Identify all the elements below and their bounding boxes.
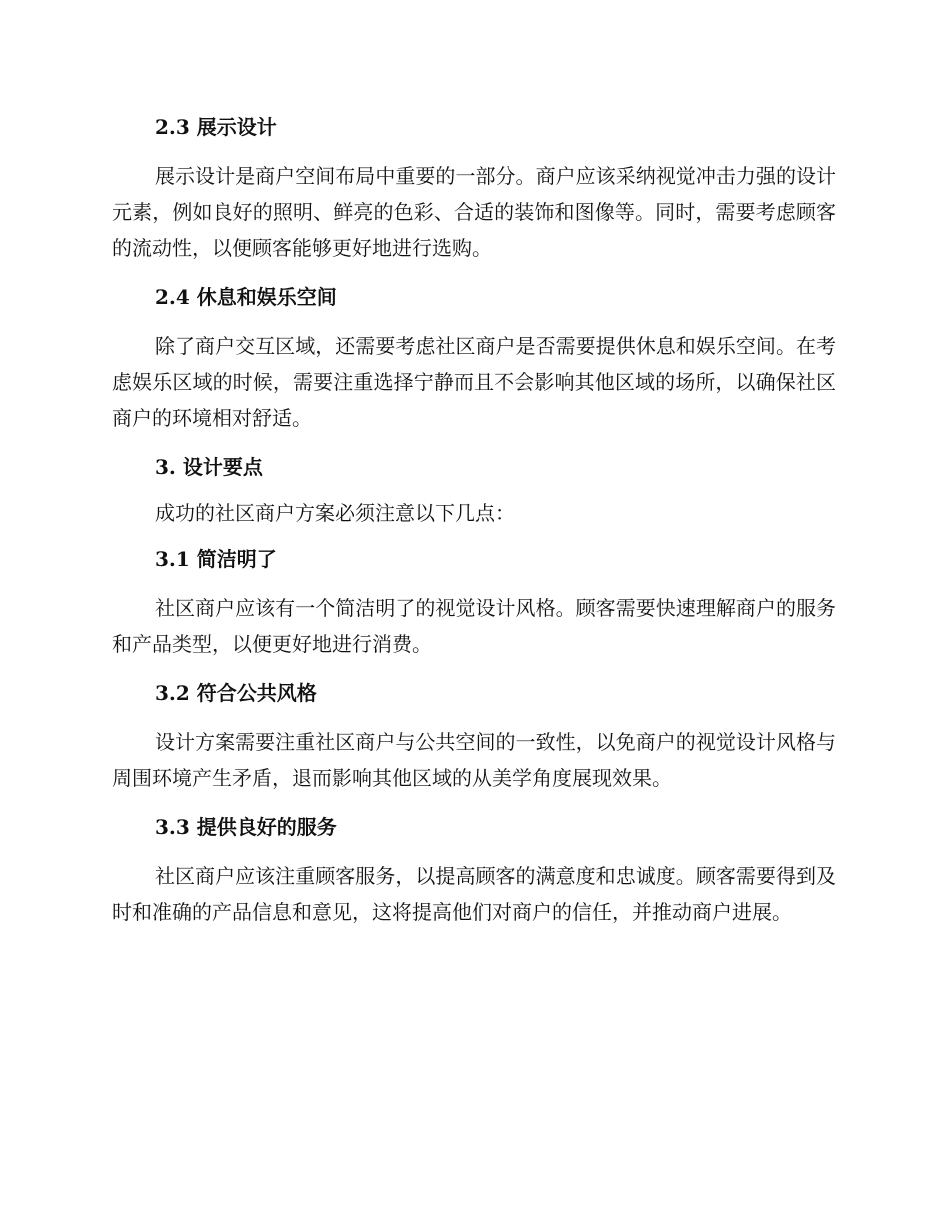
document-body [112, 112, 836, 946]
section-heading-3: 3. 设计要点 [155, 455, 263, 479]
section-heading-2-3: 2.3 展示设计 [155, 115, 277, 139]
section-paragraph-3-1: 社区商户应该有一个简洁明了的视觉设计风格。顾客需要快速理解商户的服务和产品类型，以便更好地进行消费。 [112, 596, 836, 656]
section-heading-3-1: 3.1 简洁明了 [155, 547, 277, 571]
section-paragraph-2-3: 展示设计是商户空间布局中重要的一部分。商户应该采纳视觉冲击力强的设计元素，例如良好的照明、鲜亮的色彩、合适的装饰和图像等。同时，需要考虑顾客的流动性，以便顾客能够更好地进行选购。 [112, 164, 836, 260]
section-paragraph-2-4: 除了商户交互区域，还需要考虑社区商户是否需要提供休息和娱乐空间。在考虑娱乐区域的时候，需要注重选择宁静而且不会影响其他区域的场所，以确保社区商户的环境相对舒适。 [112, 334, 836, 430]
section-paragraph-3: 成功的社区商户方案必须注意以下几点： [155, 501, 515, 525]
section-paragraph-3-2: 设计方案需要注重社区商户与公共空间的一致性，以免商户的视觉设计风格与周围环境产生矛盾，退而影响其他区域的从美学角度展现效果。 [112, 730, 836, 790]
section-heading-2-4: 2.4 休息和娱乐空间 [155, 285, 337, 309]
section-heading-3-3: 3.3 提供良好的服务 [155, 815, 337, 839]
section-heading-3-2: 3.2 符合公共风格 [155, 681, 317, 705]
section-paragraph-3-3: 社区商户应该注重顾客服务，以提高顾客的满意度和忠诚度。顾客需要得到及时和准确的产品信息和意见，这将提高他们对商户的信任，并推动商户进展。 [112, 864, 836, 924]
